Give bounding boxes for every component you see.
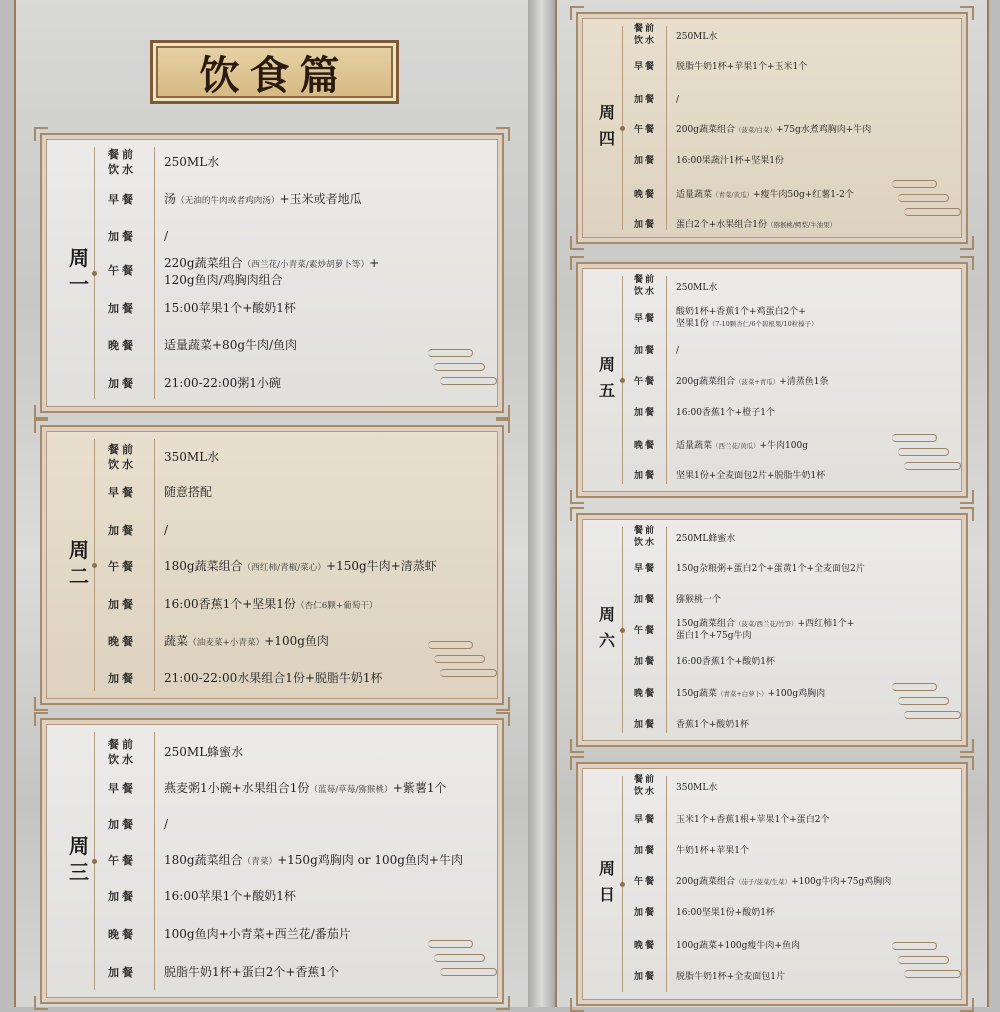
day-card — [576, 513, 968, 747]
corner-ornament — [570, 490, 584, 504]
meal-note: （油麦菜+小青菜） — [188, 638, 265, 648]
meal-text — [676, 782, 717, 794]
meal-main: 250ML水 — [676, 283, 718, 293]
meal-label: 餐前饮水 — [634, 275, 657, 297]
meal-main: 酸奶1杯+香蕉1个+鸡蛋白2个+ — [676, 307, 806, 317]
divider-dot — [620, 628, 625, 633]
corner-ornament — [34, 996, 48, 1010]
meal-main: 250ML水 — [164, 155, 220, 169]
meal-label: 加餐 — [633, 346, 656, 356]
meal-main: 猕猴桃一个 — [676, 595, 722, 605]
meal-text — [164, 376, 281, 391]
cloud-ornament — [440, 968, 497, 976]
divider-line — [154, 439, 155, 691]
meal-label: 午餐 — [108, 854, 136, 867]
cloud-ornament — [428, 349, 473, 357]
divider-dot — [92, 859, 97, 864]
meal-main: 16:00苹果1个+酸奶1杯 — [164, 889, 296, 903]
meal-main: 100g蔬菜+100g瘦牛肉+鱼肉 — [676, 941, 800, 951]
meal-label: 加餐 — [633, 156, 656, 166]
meal-text — [164, 256, 379, 288]
meal-extra: +100g牛肉+75g鸡胸肉 — [791, 877, 892, 887]
cloud-ornament — [904, 462, 961, 470]
meal-main: 180g蔬菜组合 — [164, 853, 243, 867]
meal-label: 餐前饮水 — [634, 526, 657, 548]
cloud-ornament — [434, 363, 485, 371]
corner-ornament — [570, 756, 584, 770]
meal-text — [676, 282, 717, 294]
corner-ornament — [960, 236, 974, 250]
meal-text — [676, 440, 808, 452]
divider-dot — [92, 271, 97, 276]
meal-main: 150g蔬菜 — [676, 689, 717, 699]
meal-label: 早餐 — [633, 815, 656, 825]
meal-text — [164, 781, 446, 798]
meal-text — [676, 345, 679, 357]
meal-text — [676, 407, 775, 419]
meal-text — [676, 533, 735, 545]
meal-label: 晚餐 — [108, 635, 136, 648]
meal-text — [676, 563, 865, 575]
meal-main: 150g杂粮粥+蛋白2个+蛋黄1个+全麦面包2片 — [676, 564, 865, 574]
meal-note: （西兰花/小青菜/素炒胡萝卜等） — [242, 260, 370, 270]
corner-ornament — [34, 405, 48, 419]
meal-note: （青菜） — [242, 857, 278, 867]
meal-note: （蓝莓/草莓/猕猴桃） — [309, 785, 393, 795]
meal-label: 早餐 — [633, 314, 656, 324]
corner-ornament — [34, 712, 48, 726]
meal-note: （西兰花/黄瓜） — [712, 442, 760, 450]
meal-note: （西红柿/青椒/菜心） — [242, 563, 327, 573]
meal-main: 100g鱼肉+小青菜+西兰花/番茄片 — [164, 927, 351, 941]
meal-main: 香蕉1个+酸奶1杯 — [676, 720, 749, 730]
meal-text — [676, 719, 749, 731]
meal-main: 蔬菜 — [164, 634, 189, 648]
corner-ornament — [496, 996, 510, 1010]
meal-text — [164, 927, 351, 942]
cloud-ornament — [898, 956, 949, 964]
corner-ornament — [960, 507, 974, 521]
corner-ornament — [34, 697, 48, 711]
meal-text — [676, 876, 891, 888]
day-label: 周 二 — [69, 538, 89, 588]
day-card — [576, 12, 968, 244]
meal-main: 200g蔬菜组合 — [676, 377, 735, 387]
meal-text — [676, 594, 721, 606]
meal-label: 餐前饮水 — [108, 148, 136, 176]
meal-main: 脱脂牛奶1杯+苹果1个+玉米1个 — [676, 62, 808, 72]
meal-main: 250ML水 — [676, 32, 718, 42]
meal-text — [676, 907, 775, 919]
meal-label: 晚餐 — [108, 339, 136, 352]
meal-extra: +100g鱼肉 — [264, 634, 329, 648]
meal-text — [676, 155, 784, 167]
divider-dot — [92, 563, 97, 568]
meal-main: 牛奶1杯+苹果1个 — [676, 846, 749, 856]
meal-label: 午餐 — [108, 560, 136, 573]
meal-label: 加餐 — [633, 846, 656, 856]
meal-text — [676, 94, 679, 106]
meal-label: 加餐 — [108, 598, 136, 611]
divider-line — [666, 26, 667, 230]
meal-label: 加餐 — [633, 972, 656, 982]
meal-text — [676, 124, 871, 136]
meal-main: 脱脂牛奶1杯+全麦面包1片 — [676, 972, 785, 982]
page-gutter — [528, 0, 555, 1007]
meal-label: 晚餐 — [633, 190, 656, 200]
meal-extra: +清蒸鱼1条 — [779, 377, 829, 387]
meal-extra: +紫薯1个 — [392, 781, 447, 795]
meal-text — [676, 814, 830, 826]
corner-ornament — [570, 739, 584, 753]
meal-note: （青菜/黄瓜） — [712, 191, 754, 199]
meal-text — [164, 559, 437, 576]
meal-second-line: 蛋白1个+75g牛肉 — [676, 631, 752, 641]
meal-extra: +瘦牛肉50g+红薯1-2个 — [753, 190, 854, 200]
day-label: 周 六 — [598, 605, 615, 650]
meal-label: 加餐 — [108, 672, 136, 685]
meal-label: 加餐 — [633, 95, 656, 105]
meal-label: 早餐 — [108, 782, 136, 795]
meal-text — [164, 634, 329, 651]
meal-label: 加餐 — [633, 657, 656, 667]
meal-label: 加餐 — [108, 524, 136, 537]
cloud-ornament — [434, 655, 485, 663]
corner-ornament — [570, 236, 584, 250]
meal-extra: +西红柿1个+ — [797, 619, 855, 629]
meal-label: 餐前饮水 — [108, 738, 136, 766]
meal-text — [164, 745, 243, 760]
meal-text — [164, 597, 378, 614]
divider-dot — [620, 126, 625, 131]
corner-ornament — [960, 490, 974, 504]
corner-ornament — [960, 256, 974, 270]
day-label: 周 日 — [598, 859, 615, 904]
meal-note: （菠菜+青瓜） — [734, 378, 780, 386]
meal-main: 350ML水 — [164, 450, 220, 464]
meal-note: （7-10颗杏仁/6个碧根果/10粒榛子） — [708, 320, 818, 328]
meal-label: 加餐 — [108, 302, 136, 315]
meal-main: 250ML蜂蜜水 — [164, 745, 244, 759]
meal-second-line: 坚果1份 — [676, 319, 709, 329]
meal-text — [164, 192, 362, 209]
corner-ornament — [570, 507, 584, 521]
cloud-ornament — [898, 194, 949, 202]
meal-label: 晚餐 — [633, 941, 656, 951]
meal-text — [676, 971, 785, 983]
corner-ornament — [960, 6, 974, 20]
meal-main: 16:00香蕉1个+酸奶1杯 — [676, 657, 775, 667]
meal-label: 加餐 — [108, 890, 136, 903]
meal-main: 200g蔬菜组合 — [676, 877, 735, 887]
meal-main: 适量蔬菜 — [676, 190, 713, 200]
meal-label: 午餐 — [633, 877, 656, 887]
cloud-ornament — [440, 669, 497, 677]
meal-text — [164, 889, 296, 904]
meal-text — [164, 301, 296, 316]
meal-label: 餐前饮水 — [108, 443, 136, 471]
corner-ornament — [496, 405, 510, 419]
meal-main: 200g蔬菜组合 — [676, 125, 735, 135]
day-card — [40, 718, 504, 1004]
meal-main: 350ML水 — [676, 783, 718, 793]
meal-label: 加餐 — [633, 471, 656, 481]
divider-line — [154, 732, 155, 990]
cloud-ornament — [440, 377, 497, 385]
meal-label: 晚餐 — [633, 441, 656, 451]
corner-ornament — [496, 419, 510, 433]
meal-main: 16:00香蕉1个+坚果1份 — [164, 597, 296, 611]
meal-text — [676, 31, 717, 43]
meal-label: 午餐 — [633, 125, 656, 135]
meal-main: 16:00坚果1份+酸奶1杯 — [676, 908, 775, 918]
meal-label: 餐前饮水 — [634, 775, 657, 797]
corner-ornament — [960, 739, 974, 753]
corner-ornament — [960, 756, 974, 770]
meal-main: 随意搭配 — [164, 485, 213, 499]
day-card — [40, 133, 504, 413]
meal-text — [676, 845, 749, 857]
meal-note: （茄子/菠菜/生菜） — [734, 878, 792, 886]
meal-note: （无油的牛肉或者鸡肉汤） — [176, 196, 280, 206]
corner-ornament — [496, 712, 510, 726]
meal-main: / — [164, 523, 169, 537]
meal-main: 220g蔬菜组合 — [164, 256, 243, 270]
meal-note: （杏仁6颗+葡萄干） — [295, 601, 378, 611]
meal-text — [164, 155, 219, 170]
divider-line — [666, 776, 667, 992]
cloud-ornament — [892, 180, 937, 188]
meal-note: （青菜+白萝卜） — [716, 690, 768, 698]
meal-main: 脱脂牛奶1杯+蛋白2个+香蕉1个 — [164, 965, 340, 979]
divider-line — [666, 276, 667, 484]
meal-main: / — [164, 229, 169, 243]
meal-main: 适量蔬菜 — [676, 441, 713, 451]
corner-ornament — [34, 419, 48, 433]
day-label: 周 三 — [69, 834, 89, 884]
meal-extra: + — [369, 256, 380, 270]
meal-label: 早餐 — [108, 486, 136, 499]
meal-text — [164, 229, 168, 244]
day-card — [576, 762, 968, 1006]
meal-note: （猕猴桃/鳄梨/牛油果） — [767, 221, 837, 229]
meal-second-line: 120g鱼肉/鸡胸肉组合 — [164, 273, 283, 287]
meal-note: （菠菜/白菜） — [734, 126, 776, 134]
meal-extra: +150g鸡胸肉 or 100g鱼肉+牛肉 — [277, 853, 463, 867]
day-label: 周 四 — [598, 103, 615, 148]
day-label: 周 一 — [69, 246, 89, 296]
meal-label: 加餐 — [108, 230, 136, 243]
divider-line — [666, 527, 667, 733]
meal-text — [676, 61, 807, 73]
meal-extra: +牛肉100g — [759, 441, 808, 451]
meal-label: 加餐 — [633, 595, 656, 605]
meal-main: 15:00苹果1个+酸奶1杯 — [164, 301, 296, 315]
meal-label: 午餐 — [633, 377, 656, 387]
cloud-ornament — [898, 448, 949, 456]
meal-text — [676, 376, 828, 388]
cloud-ornament — [904, 711, 961, 719]
meal-main: 坚果1份+全麦面包2片+脱脂牛奶1杯 — [676, 471, 826, 481]
meal-label: 晚餐 — [633, 689, 656, 699]
meal-main: / — [676, 346, 680, 356]
cloud-ornament — [904, 208, 961, 216]
meal-label: 午餐 — [108, 264, 136, 277]
corner-ornament — [570, 998, 584, 1012]
divider-line — [154, 147, 155, 399]
corner-ornament — [496, 697, 510, 711]
meal-main: 16:00香蕉1个+橙子1个 — [676, 408, 775, 418]
meal-label: 加餐 — [108, 377, 136, 390]
meal-text — [164, 523, 168, 538]
meal-text — [676, 470, 825, 482]
cloud-ornament — [904, 970, 961, 978]
page-title: 饮食篇 — [150, 40, 399, 104]
meal-text — [164, 965, 339, 980]
corner-ornament — [570, 256, 584, 270]
cloud-ornament — [434, 954, 485, 962]
meal-label: 加餐 — [633, 220, 656, 230]
meal-extra: +75g水煮鸡胸肉+牛肉 — [775, 125, 872, 135]
day-label: 周 五 — [598, 355, 615, 400]
meal-main: 燕麦粥1小碗+水果组合1份 — [164, 781, 310, 795]
meal-label: 加餐 — [633, 720, 656, 730]
meal-text — [676, 688, 825, 700]
corner-ornament — [960, 998, 974, 1012]
meal-label: 午餐 — [633, 626, 656, 636]
day-card — [40, 425, 504, 705]
meal-extra: +100g鸡胸肉 — [767, 689, 826, 699]
meal-label: 加餐 — [633, 908, 656, 918]
corner-ornament — [570, 6, 584, 20]
cloud-ornament — [428, 940, 473, 948]
meal-label: 加餐 — [108, 818, 136, 831]
cloud-ornament — [892, 942, 937, 950]
meal-label: 加餐 — [108, 966, 136, 979]
meal-note: （菠菜/西兰花/竹笋） — [734, 620, 798, 628]
meal-main: 250ML蜂蜜水 — [676, 534, 736, 544]
meal-text — [164, 485, 212, 500]
meal-text — [164, 671, 383, 686]
meal-label: 早餐 — [108, 193, 136, 206]
meal-text — [676, 618, 854, 642]
meal-extra: +150g牛肉+清蒸虾 — [326, 559, 437, 573]
meal-main: 汤 — [164, 192, 177, 206]
meal-main: / — [164, 817, 169, 831]
meal-text — [676, 940, 800, 952]
meal-text — [164, 450, 219, 465]
cloud-ornament — [428, 641, 473, 649]
meal-text — [676, 219, 836, 231]
corner-ornament — [34, 127, 48, 141]
meal-main: 玉米1个+香蕉1根+苹果1个+蛋白2个 — [676, 815, 830, 825]
meal-text — [676, 656, 775, 668]
corner-ornament — [496, 127, 510, 141]
meal-text — [676, 189, 854, 201]
meal-main: 21:00-22:00水果组合1份+脱脂牛奶1杯 — [164, 671, 383, 685]
meal-text — [676, 306, 818, 330]
meal-label: 晚餐 — [108, 928, 136, 941]
cloud-ornament — [898, 697, 949, 705]
meal-main: 16:00果蔬汁1杯+坚果1份 — [676, 156, 784, 166]
cloud-ornament — [892, 683, 937, 691]
meal-main: 150g蔬菜组合 — [676, 619, 735, 629]
meal-text — [164, 817, 168, 832]
divider-dot — [620, 882, 625, 887]
meal-label: 餐前饮水 — [634, 24, 657, 46]
cloud-ornament — [892, 434, 937, 442]
meal-main: 蛋白2个+水果组合1份 — [676, 220, 767, 230]
meal-text — [164, 338, 297, 353]
meal-main: / — [676, 95, 680, 105]
meal-label: 加餐 — [633, 408, 656, 418]
meal-main: 21:00-22:00粥1小碗 — [164, 376, 281, 390]
meal-label: 早餐 — [633, 564, 656, 574]
day-card — [576, 262, 968, 498]
divider-dot — [620, 378, 625, 383]
meal-main: 180g蔬菜组合 — [164, 559, 243, 573]
meal-main: 适量蔬菜+80g牛肉/鱼肉 — [164, 338, 298, 352]
meal-text — [164, 853, 463, 870]
meal-extra: +玉米或者地瓜 — [279, 192, 362, 206]
meal-label: 早餐 — [633, 62, 656, 72]
